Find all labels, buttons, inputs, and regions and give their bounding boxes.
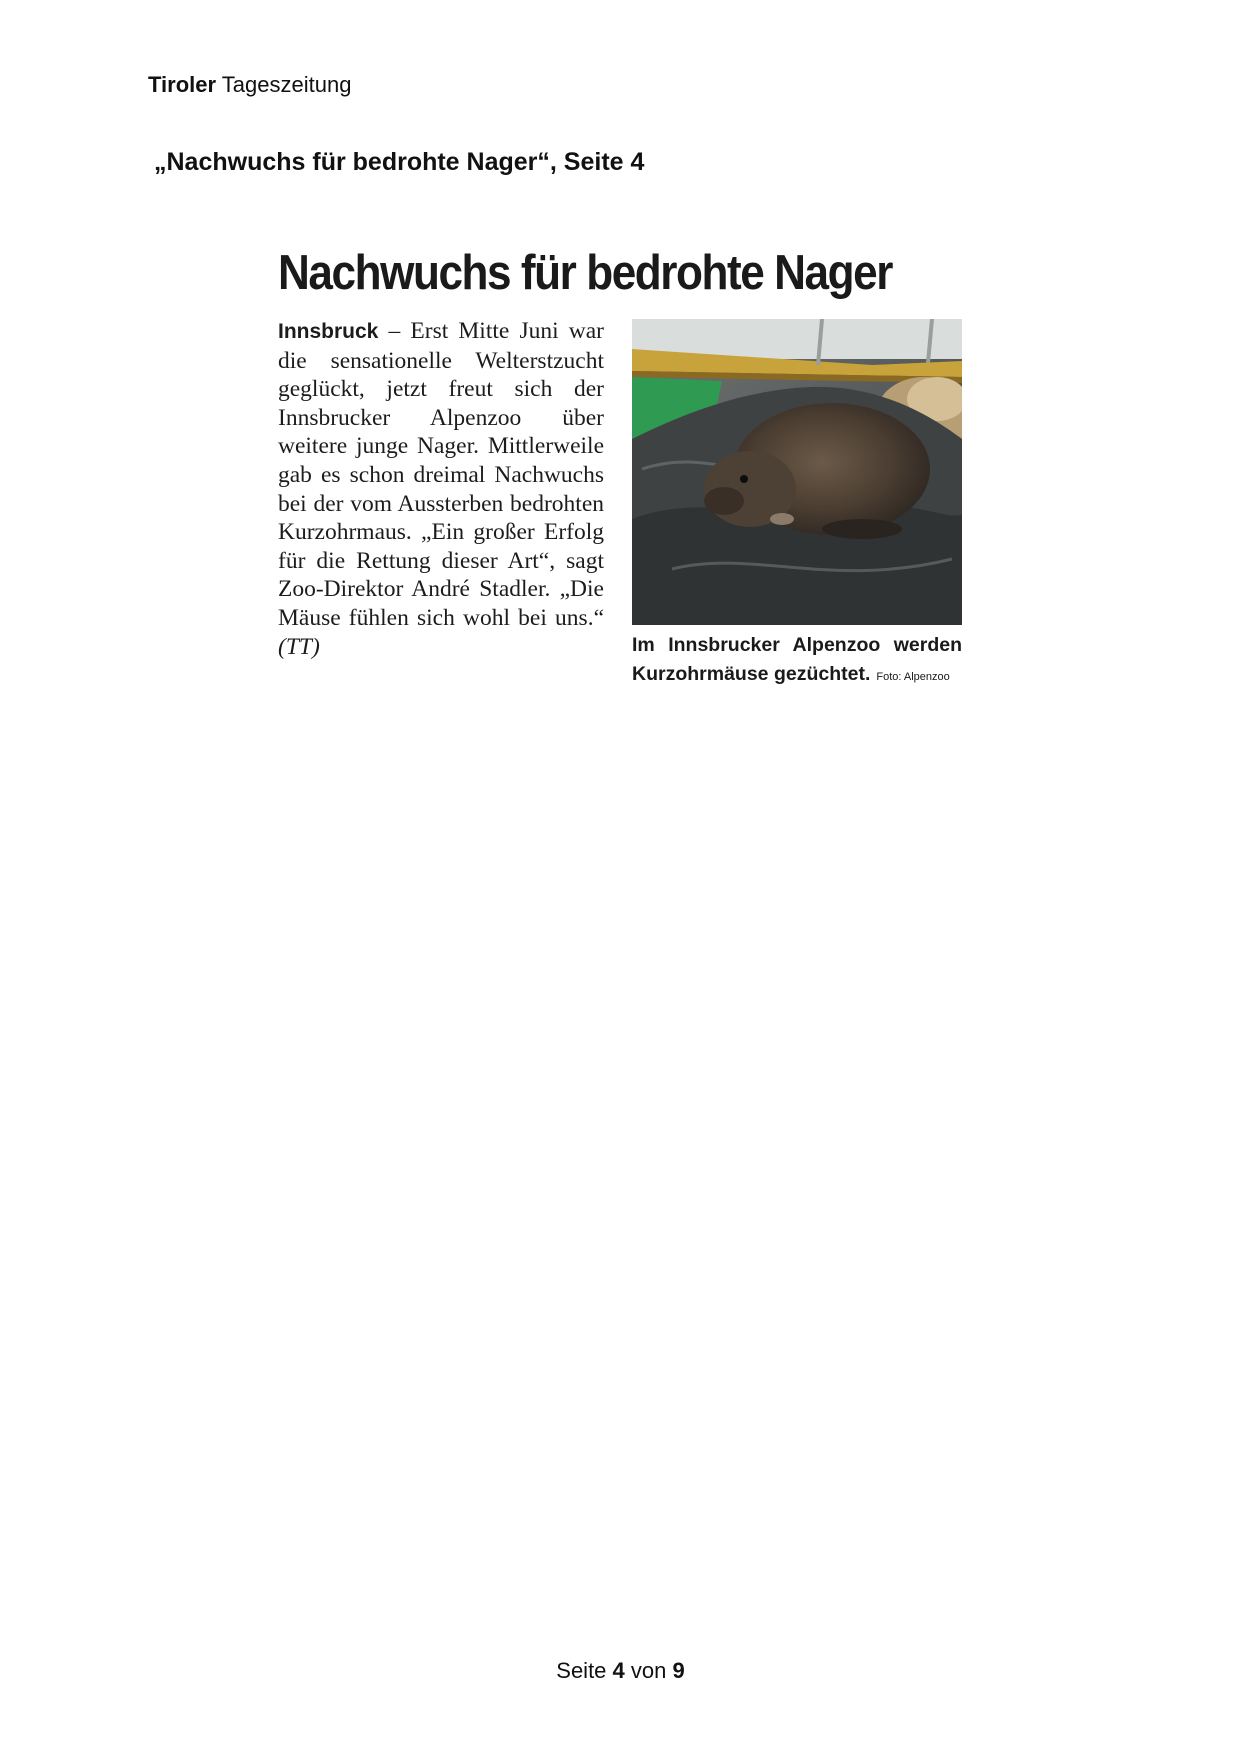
article-body-text: Erst Mitte Juni war die sensationelle Welterstzucht geglückt, jetzt freut sich der Innsbrucker Alpenzoo über weitere junge Nager. Mittlerweile gab es schon dreimal Nachwuchs bei der vom Aussterben bedrohten Kurzohrmaus. „Ein großer Erfolg für die Rettung dieser Art“, sagt Zoo-Direktor André Stadler. „Die Mäuse fühlen sich wohl bei uns.“: [278, 318, 605, 631]
publication-name-bold: Tiroler: [148, 72, 217, 97]
article-body: [278, 317, 604, 661]
page-number-current: 4: [612, 1658, 625, 1683]
publication-name-rest: Tageszeitung: [216, 72, 352, 97]
page-number: [0, 1658, 1241, 1684]
article-signature: (TT): [278, 633, 320, 660]
document-title: „Nachwuchs für bedrohte Nager“, Seite 4: [154, 148, 645, 176]
page-number-total: 9: [672, 1658, 685, 1683]
article-headline: Nachwuchs für bedrohte Nager: [278, 246, 892, 300]
photo-credit: Foto: Alpenzoo: [876, 671, 950, 683]
photo-caption: [632, 631, 962, 692]
article-photo: [632, 319, 962, 625]
article-dash: –: [378, 318, 411, 344]
article-dateline: Innsbruck: [278, 320, 379, 343]
page-number-middle: von: [624, 1658, 673, 1683]
vole-photo: [632, 319, 962, 625]
newspaper-clipping: [278, 245, 962, 695]
photo-caption-text: Im Innsbrucker Alpenzoo werden Kurzohrmäuse gezüchtet.: [632, 634, 962, 685]
page-number-prefix: Seite: [556, 1658, 613, 1683]
publication-name: [148, 72, 351, 98]
